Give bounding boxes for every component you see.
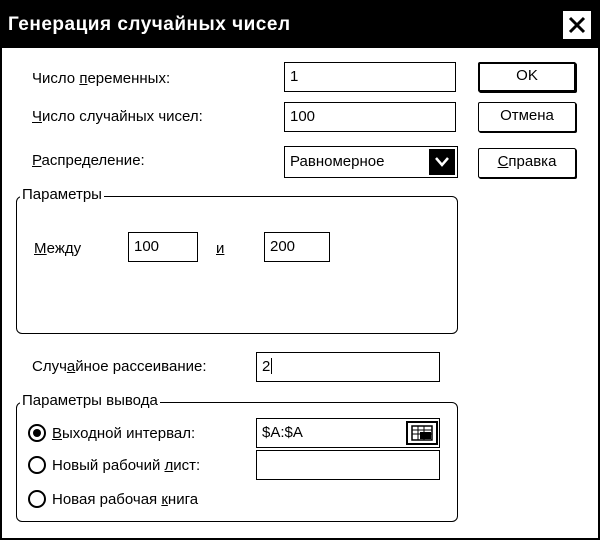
parameters-group (16, 196, 458, 334)
and-label: и (216, 240, 225, 257)
between-from-input[interactable]: 100 (128, 232, 198, 262)
new-workbook-label: Новая рабочая книга (52, 491, 199, 508)
chevron-down-icon (435, 157, 449, 167)
random-seed-label: Случайное рассеивание: (32, 358, 207, 375)
distribution-select[interactable] (284, 146, 458, 178)
new-worksheet-label: Новый рабочий лист: (52, 457, 201, 474)
dropdown-arrow-button[interactable] (429, 149, 455, 175)
close-button[interactable] (562, 10, 592, 40)
output-range-label: Выходной интервал: (52, 425, 196, 442)
help-button[interactable]: Справка (478, 148, 576, 178)
radio-new-worksheet[interactable] (28, 456, 46, 474)
text-caret (271, 358, 272, 374)
num-vars-label: Число переменных: (32, 70, 171, 87)
output-options-legend: Параметры вывода (22, 392, 158, 409)
radio-new-workbook[interactable] (28, 490, 46, 508)
radio-output-range[interactable] (28, 424, 46, 442)
parameters-legend: Параметры (22, 186, 102, 203)
collapse-dialog-icon (408, 423, 436, 443)
radio-selected-dot (33, 429, 41, 437)
close-icon (567, 15, 587, 35)
num-random-input[interactable]: 100 (284, 102, 456, 132)
num-vars-input[interactable]: 1 (284, 62, 456, 92)
between-to-input[interactable]: 200 (264, 232, 330, 262)
cancel-button[interactable]: Отмена (478, 102, 576, 132)
distribution-label: Распределение: (32, 152, 145, 169)
output-range-input[interactable]: $A:$A (256, 418, 440, 448)
range-select-button[interactable] (406, 421, 438, 445)
new-worksheet-input[interactable] (256, 450, 440, 480)
num-random-label: Число случайных чисел: (32, 108, 203, 125)
distribution-selected-value: Равномерное (290, 153, 385, 170)
title-bar (2, 2, 598, 48)
dialog-title: Генерация случайных чисел (8, 14, 291, 35)
random-seed-input[interactable]: 2 (256, 352, 440, 382)
ok-button[interactable]: OK (478, 62, 576, 92)
between-label: Между (34, 240, 82, 257)
